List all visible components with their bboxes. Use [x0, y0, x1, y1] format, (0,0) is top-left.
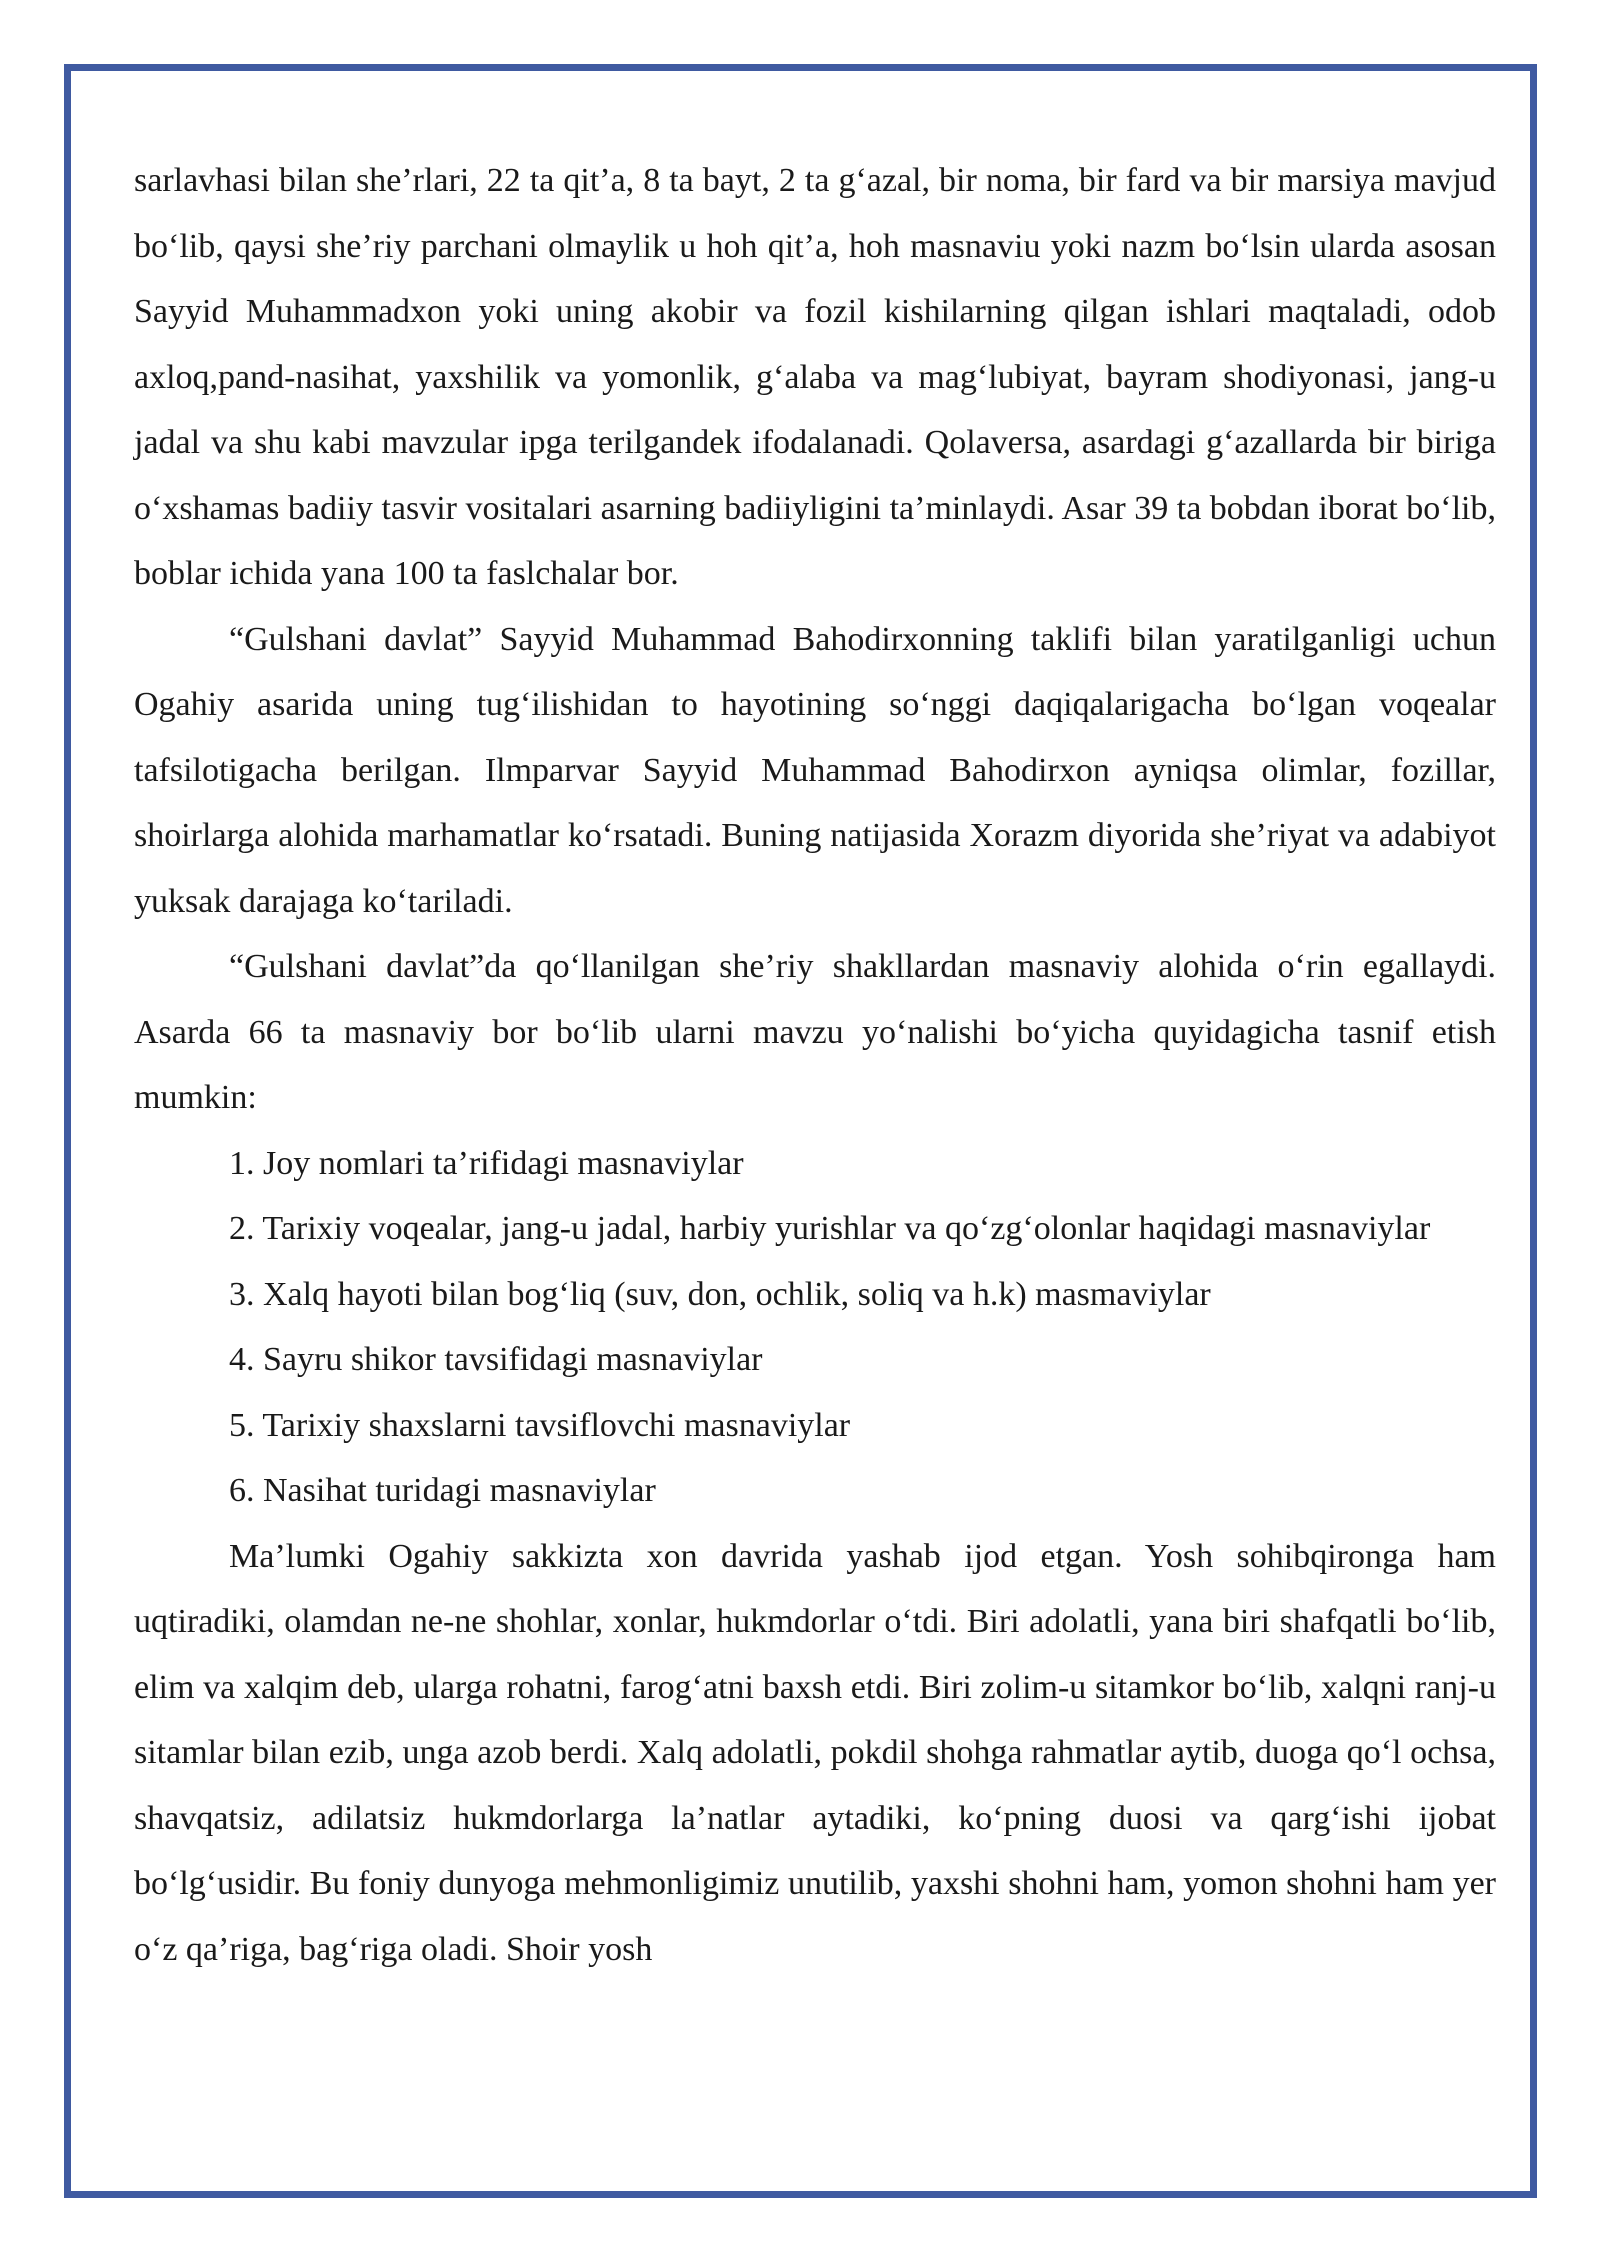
paragraph: sarlavhasi bilan she’rlari, 22 ta qit’a, 8 ta bayt, 2 ta g‘azal, bir noma, bir fard va bir marsiya mavjud bo‘lib, qaysi she’riy parchani olmaylik u hoh qit’a, hoh masnaviu yoki nazm bo‘lsin ularda asosan Sayyid Muhammadxon yoki uning akobir va fozil kishilarning qilgan ishlari maqtaladi, odob axloq,pand-nasihat, yaxshilik va yomonlik, g‘alaba va mag‘lubiyat, bayram shodiyonasi, jang-u jadal va shu kabi mavzular ipga terilgandek ifodalanadi. Qolaversa, asardagi g‘azallarda bir biriga o‘xshamas badiiy tasvir vositalari asarning badiiyligini ta’minlaydi. Asar 39 ta bobdan iborat bo‘lib, boblar ichida yana 100 ta faslchalar bor. — [134, 162, 1496, 592]
document-body — [134, 148, 1496, 1982]
paragraph: “Gulshani davlat”da qo‘llanilgan she’riy shakllardan masnaviy alohida o‘rin egallaydi. Asarda 66 ta masnaviy bor bo‘lib ularni mavzu yo‘nalishi bo‘yicha quyidagicha tasnif etish mumkin: — [134, 948, 1496, 1116]
list-item: 3. Xalq hayoti bilan bog‘liq (suv, don, ochlik, soliq va h.k) masmaviylar — [229, 1275, 1211, 1313]
paragraph: Ma’lumki Ogahiy sakkizta xon davrida yashab ijod etgan. Yosh sohibqironga ham uqtiradiki, olamdan ne-ne shohlar, xonlar, hukmdorlar o‘tdi. Biri adolatli, yana biri shafqatli bo‘lib, elim va xalqim deb, ularga rohatni, farog‘atni baxsh etdi. Biri zolim-u sitamkor bo‘lib, xalqni ranj-u sitamlar bilan ezib, unga azob berdi. Xalq adolatli, pokdil shohga rahmatlar aytib, duoga qo‘l ochsa, shavqatsiz, adilatsiz hukmdorlarga la’natlar aytadiki, ko‘pning duosi va qarg‘ishi ijobat bo‘lg‘usidir. Bu foniy dunyoga mehmonligimiz unutilib, yaxshi shohni ham, yomon shohni ham yer o‘z qa’riga, bag‘riga oladi. Shoir yosh — [134, 1537, 1496, 1968]
list-item: 2. Tarixiy voqealar, jang-u jadal, harbiy yurishlar va qo‘zg‘olonlar haqidagi masnaviylar — [229, 1210, 1431, 1247]
paragraph: “Gulshani davlat” Sayyid Muhammad Bahodirxonning taklifi bilan yaratilganligi uchun Ogahiy asarida uning tug‘ilishidan to hayotining so‘nggi daqiqalarigacha bo‘lgan voqealar tafsilotigacha berilgan. Ilmparvar Sayyid Muhammad Bahodirxon ayniqsa olimlar, fozillar, shoirlarga alohida marhamatlar ko‘rsatadi. Buning natijasida Xorazm diyorida she’riyat va adabiyot yuksak darajaga ko‘tariladi. — [134, 620, 1496, 920]
list-item: 1. Joy nomlari ta’rifidagi masnaviylar — [229, 1144, 744, 1182]
list-item: 6. Nasihat turidagi masnaviylar — [229, 1472, 656, 1509]
list-item: 4. Sayru shikor tavsifidagi masnaviylar — [229, 1341, 763, 1378]
list-item: 5. Tarixiy shaxslarni tavsiflovchi masnaviylar — [229, 1406, 851, 1444]
